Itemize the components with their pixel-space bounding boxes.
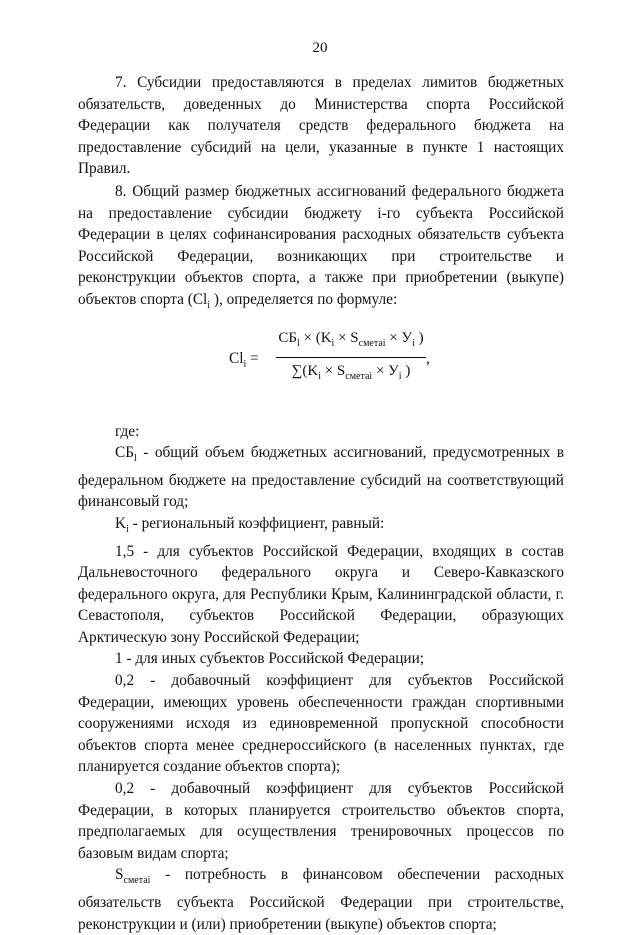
def-k-sub: i (126, 523, 129, 535)
num-d: × У (385, 329, 413, 346)
den-b: × S (320, 362, 346, 379)
definition-s (78, 864, 564, 935)
formula (78, 327, 564, 397)
num-e: ) (414, 329, 424, 346)
num-c-sub: сметаi (358, 337, 386, 349)
den-a-sub: i (318, 370, 321, 382)
formula-equals: = (246, 349, 259, 367)
definition-k-item-1: 1,5 - для субъектов Российской Федерации, входящих в состав Дальневосточного федерального округа и Северо-Кавказского федерального округа, для Республики Крым, Калининградской области, г. Севастополя, субъектов Российской Федерации, образующих Арктическую зону Российской Федерации; (78, 542, 564, 646)
formula-comma: , (426, 349, 430, 367)
formula-lhs (229, 348, 259, 376)
den-a: ∑(K (291, 362, 319, 379)
where-label: где: (115, 422, 140, 440)
formula-lhs-symbol: Сl (229, 349, 244, 367)
formula-denominator (276, 360, 426, 388)
page-number: 20 (312, 40, 328, 56)
document-body (78, 72, 564, 935)
num-b: × (K (299, 329, 332, 346)
def-s-sub: сметаi (123, 875, 151, 887)
den-c-sub: i (398, 370, 402, 382)
definition-k-item-3: 0,2 - добавочный коэффициент для субъектов Российской Федерации, имеющих уровень обеспеченности граждан спортивными сооружениями исходя из единовременной пропускной способности объектов спорта менее среднероссийского (в населенных пунктах, где планируется создание объектов спорта); (78, 672, 564, 776)
den-d: ) (401, 362, 411, 379)
num-d-sub: i (412, 337, 415, 349)
paragraph-8 (78, 181, 564, 317)
paragraph-8-symbol: (Сl (187, 290, 208, 308)
def-k-symbol: K (115, 514, 127, 532)
definition-k-item-2: 1 - для иных субъектов Российской Федерации; (115, 650, 425, 668)
num-a: СБ (278, 329, 297, 346)
def-sb-symbol: СБ (115, 444, 134, 462)
num-c: × S (334, 329, 359, 346)
fraction-bar (276, 357, 426, 358)
paragraph-8-end: ), определяется по формуле: (210, 290, 398, 308)
formula-lhs-sub: i (243, 358, 247, 370)
formula-numerator (276, 327, 426, 355)
def-sb-text: - общий объем бюджетных ассигнований, предусмотренных в федеральном бюджете на предоставление субсидий на соответствующий финансовый год; (78, 444, 564, 511)
formula-fraction (276, 327, 426, 388)
definition-k-item-4: 0,2 - добавочный коэффициент для субъектов Российской Федерации, в которых планируется строительство объектов спорта, предполагаемых для осуществления тренировочных процессов по базовым видам спорта; (78, 780, 564, 862)
definition-k (78, 513, 564, 541)
def-s-text: - потребность в финансовом обеспечении расходных обязательств субъекта Российской Федерации при строительстве, реконструкции и (или) приобретении (выкупе) объектов спорта; (78, 866, 564, 933)
den-c: × У (372, 362, 399, 379)
paragraph-8-symbol-sub: i (207, 299, 211, 311)
definition-sb (78, 442, 564, 513)
num-b-sub: i (331, 337, 335, 349)
def-k-text: - региональный коэффициент, равный: (128, 514, 385, 532)
num-a-sub: l (296, 337, 300, 349)
def-s-symbol: S (115, 866, 124, 884)
paragraph-8-text: 8. Общий размер бюджетных ассигнований федерального бюджета на предоставление субсидии бюджету i-го субъекта Российской Федерации в целях софинансирования расходных обязательств субъекта Российской Федерации, возникающих при строительстве и реконструкции объектов спорта, а также при приобретении (выкупе) объектов спорта (78, 182, 564, 308)
paragraph-7: 7. Субсидии предоставляются в пределах лимитов бюджетных обязательств, доведенных до Министерства спорта Российской Федерации как получателя средств федерального бюджета на предоставление субсидий на цели, указанные в пункте 1 настоящих Правил. (78, 74, 564, 178)
def-sb-sub: l (134, 453, 137, 465)
den-b-sub: сметаi (345, 370, 373, 382)
